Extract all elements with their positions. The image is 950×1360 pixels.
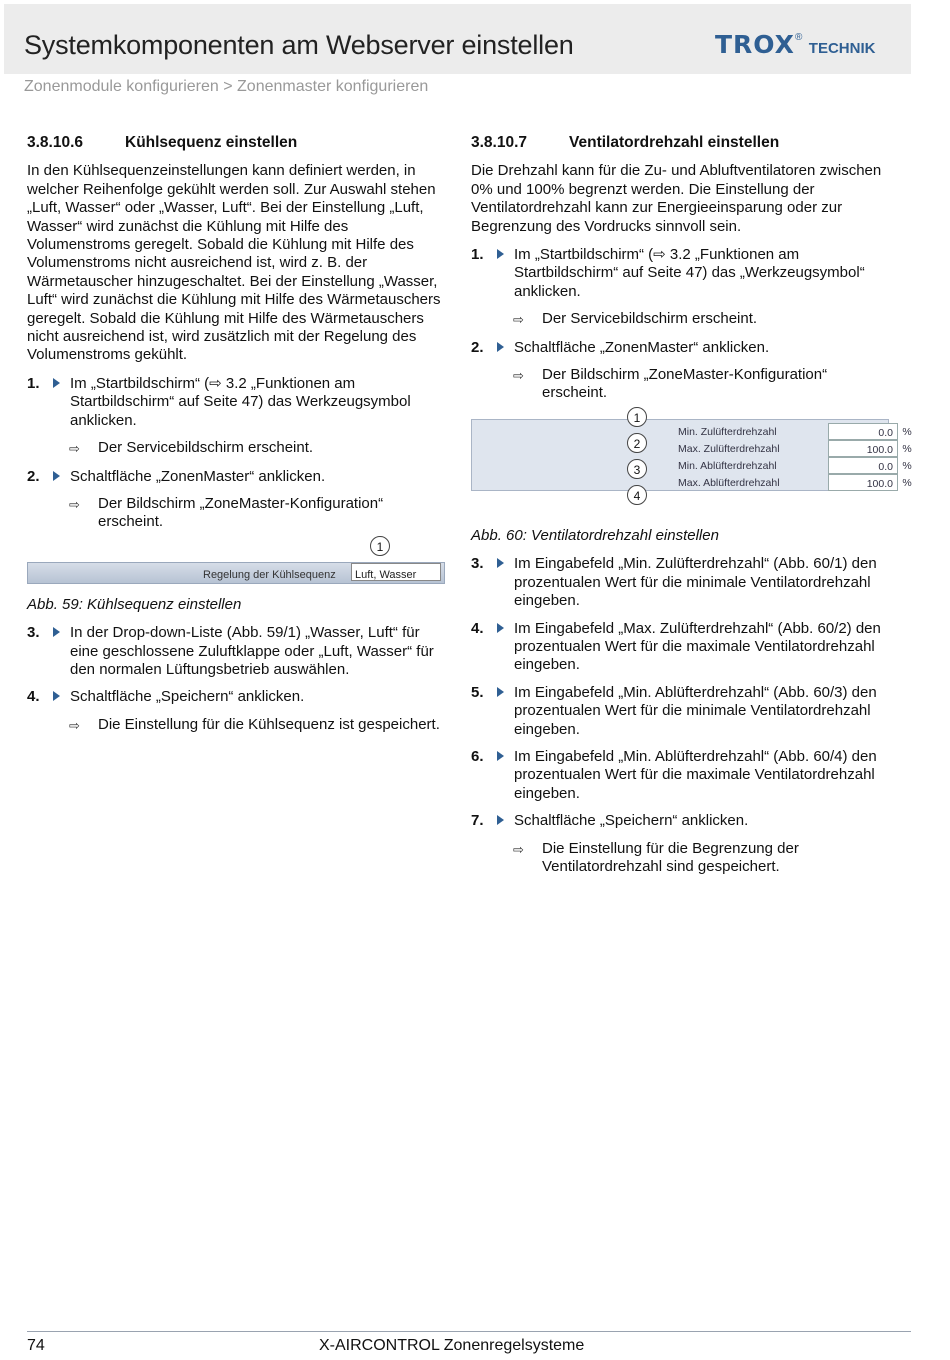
step-1 [27,375,449,430]
step-number: 3. [471,555,484,573]
step-arrow-icon [497,623,504,633]
step-arrow-icon [53,378,60,388]
result-arrow-icon: ⇨ [69,441,80,457]
section-title: Ventilatordrehzahl einstellen [569,134,780,151]
step-2 [471,339,893,357]
step-2 [27,468,449,486]
step-text: Im Eingabefeld „Min. Zulüfterdrehzahl“ (Abb. 60/1) den prozentualen Wert für die minimale Ventilatordrehzahl eingeben. [514,555,877,610]
result-1 [471,310,893,328]
figure-caption: Abb. 60: Ventilatordrehzahl einstellen [471,526,719,544]
result-7 [471,840,893,877]
intro-paragraph: Die Drehzahl kann für die Zu- und Abluftventilatoren zwischen 0% und 100% begrenzt werden. Die Einstellung der Ventilatordrehzahl kann zur Energieeinsparung oder zur Begrenzung des Vordrucks sinnvoll sein. [471,162,882,235]
callout-marker: 1 [627,407,647,427]
step-arrow-icon [497,249,504,259]
fan-value-field[interactable]: 0.0 [828,457,898,474]
step-arrow-icon [497,558,504,568]
logo-subtitle: TECHNIK [808,40,876,57]
step-number: 7. [471,812,484,830]
section-title: Kühlsequenz einstellen [125,134,298,151]
step-text: Im „Startbildschirm“ (⇨ 3.2 „Funktionen am Startbildschirm“ auf Seite 47) das Werkzeugsymbol anklicken. [70,374,411,429]
fan-row-min-exhaust [646,457,916,474]
section-number: 3.8.10.6 [27,134,84,151]
fan-unit: % [902,476,912,489]
section-heading-kuehlsequenz [27,134,449,152]
figure-59-screenshot [27,539,449,590]
breadcrumb: Zonenmodule konfigurieren > Zonenmaster konfigurieren [24,78,429,95]
result-arrow-icon: ⇨ [513,368,524,384]
logo-brand: TROX [715,30,795,59]
cooling-sequence-label: Regelung der Kühlsequenz [203,568,336,581]
step-number: 4. [27,688,40,706]
figure-60-screenshot [471,410,912,513]
step-text: Im „Startbildschirm“ (⇨ 3.2 „Funktionen am Startbildschirm“ auf Seite 47) das „Werkzeugsymbol“ anklicken. [514,246,865,300]
trox-logo [715,30,875,60]
fan-value-field[interactable]: 100.0 [828,474,898,491]
result-2 [471,366,893,403]
result-text: Der Bildschirm „ZoneMaster-Konfiguration“ erscheint. [98,494,384,531]
step-text: Schaltfläche „ZonenMaster“ anklicken. [514,338,770,356]
footer-divider [27,1331,911,1332]
result-arrow-icon: ⇨ [69,717,80,733]
section-heading-ventilatordrehzahl [471,134,893,152]
step-number: 6. [471,747,484,765]
cooling-sequence-select[interactable]: Luft, Wasser [351,563,441,581]
fan-unit: % [902,459,912,472]
callout-marker: 1 [370,536,390,556]
callout-marker: 3 [627,459,647,479]
document-title: X-AIRCONTROL Zonenregelsysteme [319,1337,585,1354]
fan-row-label: Min. Ablüfterdrehzahl [678,459,777,472]
step-arrow-icon [53,627,60,637]
step-text: Schaltfläche „Speichern“ anklicken. [70,688,305,706]
step-number: 2. [27,467,40,485]
fan-unit: % [902,425,912,438]
result-text: Der Bildschirm „ZoneMaster-Konfiguration“ erscheint. [542,366,828,402]
step-arrow-icon [497,687,504,697]
fan-row-label: Max. Zulüfterdrehzahl [678,442,780,455]
step-7 [471,812,893,830]
step-4 [27,688,449,706]
step-number: 2. [471,338,484,356]
step-3 [27,624,449,679]
step-number: 1. [27,374,40,392]
result-1 [27,439,449,457]
step-text: Im Eingabefeld „Min. Ablüfterdrehzahl“ (Abb. 60/4) den prozentualen Wert für die maximale Ventilatordrehzahl eingeben. [514,747,877,802]
fan-row-min-supply [646,423,916,440]
intro-paragraph: In den Kühlsequenzeinstellungen kann definiert werden, in welcher Reihenfolge gekühlt werden soll. Zur Auswahl stehen „Luft, Wasser“ oder „Wasser, Luft“. Bei der Einstellung „Luft, Wasser“ wird zunächst die Kühlung mit Hilfe des Volumenstroms geregelt. Sobald die Kühlung mit Hilfe des Volumenstroms nicht ausreichend ist, wird z. B. der Wärmetauscher hinzugeschaltet. Bei der Einstellung „Wasser, Luft“ wird zunächst die Kühlung mit Hilfe des Wärmetauschers geregelt. Sobald die Kühlung mit Hilfe des Wärmetauschers nicht ausreichend ist, wird zusätzlich mit der Regelung des Volumenstroms gekühlt. [27,162,441,364]
step-text: Schaltfläche „Speichern“ anklicken. [514,812,749,830]
result-text: Die Einstellung für die Begrenzung der Ventilatordrehzahl sind gespeichert. [542,839,799,875]
step-arrow-icon [497,815,504,825]
step-number: 4. [471,619,484,637]
step-1 [471,246,893,301]
step-3 [471,555,893,610]
fan-unit: % [902,442,912,455]
right-column [471,134,912,886]
result-arrow-icon: ⇨ [69,496,80,512]
result-text: Die Einstellung für die Kühlsequenz ist gespeichert. [98,715,440,733]
section-number: 3.8.10.7 [471,134,528,151]
step-arrow-icon [497,751,504,761]
step-text: In der Drop-down-Liste (Abb. 59/1) „Wasser, Luft“ für eine geschlossene Zuluftklappe oder „Luft, Wasser“ für den normalen Lüftungsbetrieb auswählen. [70,624,434,678]
left-column [27,134,449,744]
callout-marker: 4 [627,485,647,505]
result-2 [27,495,449,532]
fan-row-label: Max. Ablüfterdrehzahl [678,476,780,489]
fan-row-max-exhaust [646,474,916,491]
page-number: 74 [27,1337,45,1354]
step-text: Schaltfläche „ZonenMaster“ anklicken. [70,467,326,485]
result-arrow-icon: ⇨ [513,841,524,857]
step-arrow-icon [53,691,60,701]
step-number: 1. [471,246,484,264]
fan-row-label: Min. Zulüfterdrehzahl [678,425,777,438]
step-arrow-icon [53,471,60,481]
result-arrow-icon: ⇨ [513,312,524,328]
fan-row-max-supply [646,440,916,457]
step-number: 5. [471,683,484,701]
step-4 [471,620,893,675]
result-text: Der Servicebildschirm erscheint. [542,310,758,328]
page-title: Systemkomponenten am Webserver einstellen [24,30,574,60]
fan-value-field[interactable]: 100.0 [828,440,898,457]
callout-marker: 2 [627,433,647,453]
step-arrow-icon [497,342,504,352]
result-text: Der Servicebildschirm erscheint. [98,439,314,457]
logo-registered-mark: ® [794,32,803,43]
step-number: 3. [27,624,40,642]
step-5 [471,684,893,739]
step-text: Im Eingabefeld „Min. Ablüfterdrehzahl“ (Abb. 60/3) den prozentualen Wert für die minimale Ventilatordrehzahl eingeben. [514,683,877,738]
fan-value-field[interactable]: 0.0 [828,423,898,440]
step-6 [471,748,893,803]
figure-caption: Abb. 59: Kühlsequenz einstellen [27,595,242,613]
result-4 [27,716,449,734]
step-text: Im Eingabefeld „Max. Zulüfterdrehzahl“ (Abb. 60/2) den prozentualen Wert für die maximale Ventilatordrehzahl eingeben. [514,619,881,674]
